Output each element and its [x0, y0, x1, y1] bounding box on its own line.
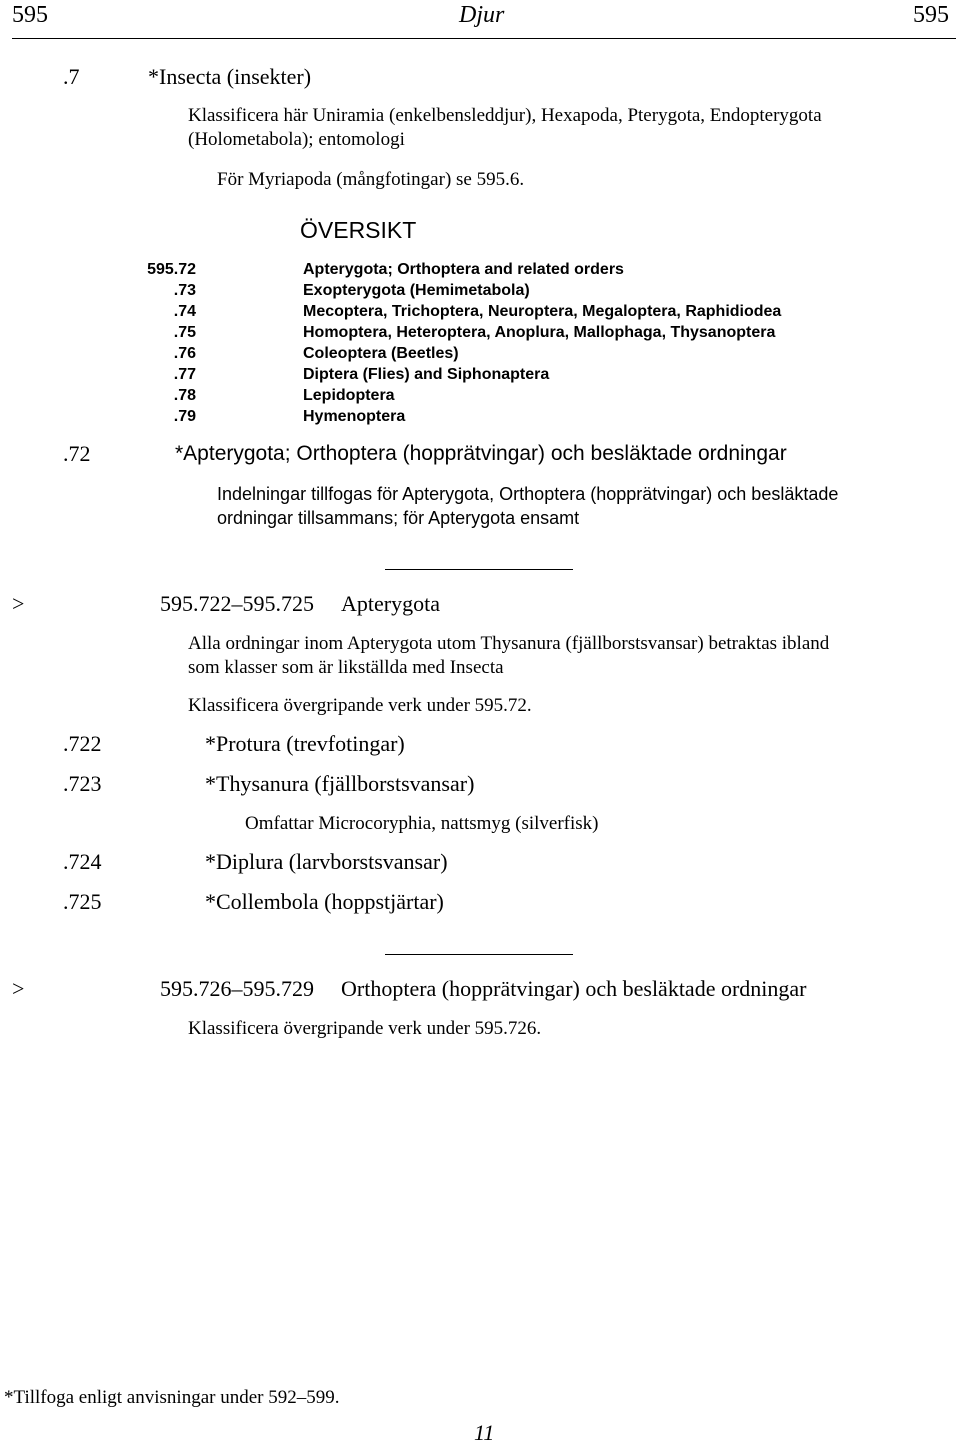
- including-note: Omfattar Microcoryphia, nattsmyg (silverfisk): [245, 813, 599, 834]
- page-number-left: 595: [12, 2, 48, 28]
- span-class-note: Klassificera övergripande verk under 595.726.: [188, 1018, 542, 1039]
- page-number-right: 595: [913, 2, 949, 28]
- summary-row-label: Hymenoptera: [303, 408, 406, 425]
- span-class-note: Klassificera övergripande verk under 595.72.: [188, 695, 532, 716]
- class-number: .7: [63, 64, 80, 89]
- entry-number: .722: [63, 731, 102, 756]
- summary-row-label: Lepidoptera: [303, 387, 395, 404]
- header-rule: [12, 38, 956, 39]
- span-marker: >: [12, 976, 25, 1001]
- summary-row-label: Apterygota; Orthoptera and related orders: [303, 261, 624, 278]
- summary-row-label: Exopterygota (Hemimetabola): [303, 282, 530, 299]
- section-rule: [385, 569, 573, 570]
- entry-heading: *Collembola (hoppstjärtar): [205, 889, 444, 914]
- summary-row-label: Diptera (Flies) and Siphonaptera: [303, 366, 550, 383]
- span-range: 595.726–595.729: [160, 976, 314, 1001]
- summary-row-number: .75: [173, 324, 196, 341]
- footnote: *Tillfoga enligt anvisningar under 592–599.: [4, 1387, 340, 1408]
- class-here-note-line1: Klassificera här Uniramia (enkelbensleddjur), Hexapoda, Pterygota, Endopterygota: [188, 105, 822, 126]
- span-marker: >: [12, 591, 25, 616]
- class-here-note-line2: (Holometabola); entomologi: [188, 129, 405, 150]
- span-range: 595.722–595.725: [160, 591, 314, 616]
- section-rule: [385, 954, 573, 955]
- summary-row-label: Coleoptera (Beetles): [303, 345, 459, 362]
- summary-row-number: .78: [173, 387, 196, 404]
- entry-number: .725: [63, 889, 102, 914]
- summary-row-number: 595.72: [147, 261, 196, 278]
- span-heading: Orthoptera (hopprätvingar) och besläktade ordningar: [341, 976, 807, 1001]
- entry-heading: *Thysanura (fjällborstsvansar): [205, 771, 475, 796]
- running-title: Djur: [459, 2, 505, 28]
- entry-heading: *Protura (trevfotingar): [205, 731, 405, 756]
- page-number-bottom: 11: [474, 1420, 495, 1445]
- summary-row-label: Mecoptera, Trichoptera, Neuroptera, Megaloptera, Raphidiodea: [303, 303, 782, 320]
- entry-number: .724: [63, 849, 102, 874]
- span-note-line1: Alla ordningar inom Apterygota utom Thysanura (fjällborstsvansar) betraktas ibland: [188, 633, 830, 654]
- see-reference: För Myriapoda (mångfotingar) se 595.6.: [217, 169, 525, 190]
- summary-row-label: Homoptera, Heteroptera, Anoplura, Mallophaga, Thysanoptera: [303, 324, 776, 341]
- summary-row-number: .76: [173, 345, 196, 362]
- summary-row-number: .73: [173, 282, 196, 299]
- summary-row-number: .74: [173, 303, 196, 320]
- entry-heading: *Diplura (larvborstsvansar): [205, 849, 448, 874]
- span-heading: Apterygota: [341, 591, 440, 616]
- entry-number: .723: [63, 771, 102, 796]
- class-number: .72: [63, 441, 91, 466]
- subdivision-note-line1: Indelningar tillfogas för Apterygota, Orthoptera (hopprätvingar) och besläktade: [217, 484, 839, 504]
- class-heading: *Apterygota; Orthoptera (hopprätvingar) och besläktade ordningar: [175, 442, 787, 465]
- subdivision-note-line2: ordningar tillsammans; för Apterygota ensamt: [217, 508, 580, 528]
- summary-row-number: .79: [173, 408, 196, 425]
- span-note-line2: som klasser som är likställda med Insecta: [188, 657, 504, 678]
- class-heading: *Insecta (insekter): [148, 64, 312, 89]
- summary-row-number: .77: [173, 366, 196, 383]
- summary-title: ÖVERSIKT: [300, 217, 417, 243]
